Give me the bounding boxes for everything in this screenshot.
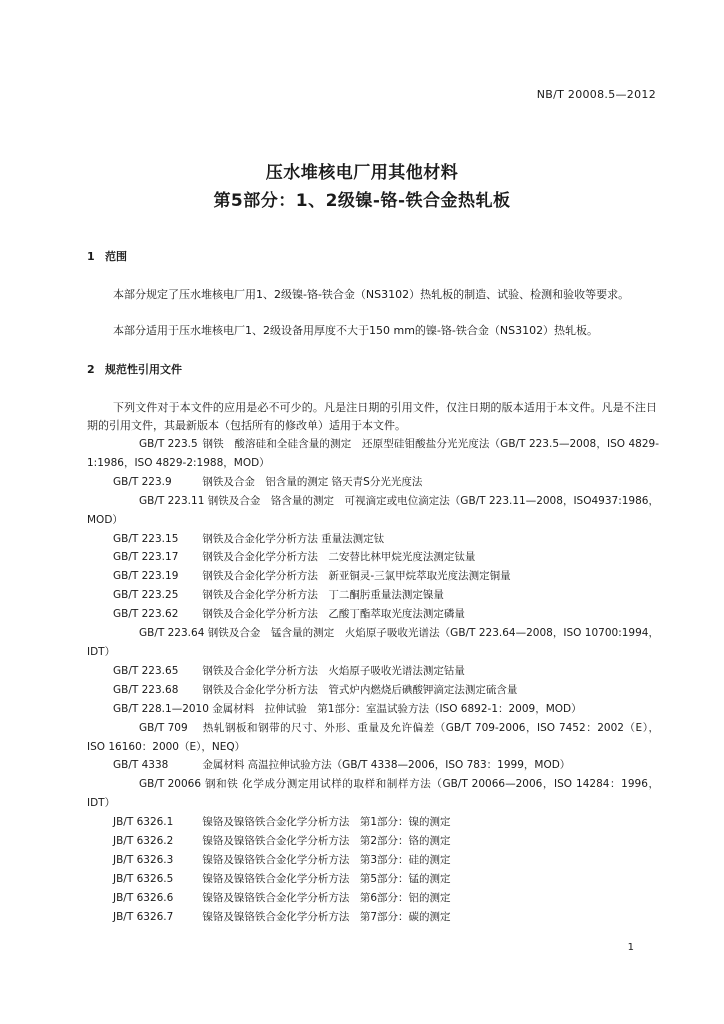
reference-code: JB/T 6326.7 (113, 910, 174, 923)
reference-code: GB/T 223.5 (139, 438, 198, 450)
section-1-paragraph-1: 本部分规定了压水堆核电厂用1、2级镍-铬-铁合金（NS3102）热轧板的制造、试验、检测和验收等要求。 (113, 288, 630, 301)
standard-number: NB/T 20008.5—2012 (536, 88, 656, 101)
reference-title: 镍铬及镍铬铁合金化学分析方法 第6部分：铝的测定 (202, 891, 451, 904)
reference-code: GB/T 223.65 (113, 664, 179, 677)
reference-title: 镍铬及镍铬铁合金化学分析方法 第3部分：硅的测定 (202, 853, 451, 866)
reference-item (87, 813, 659, 832)
reference-title: 镍铬及镍铬铁合金化学分析方法 第2部分：铬的测定 (202, 835, 451, 848)
reference-code: GB/T 709 (139, 721, 188, 734)
reference-item (87, 832, 659, 851)
reference-title: 钢铁及合金化学分析方法 丁二酮肟重量法测定镍量 (202, 589, 444, 602)
section-1-title: 范围 (105, 250, 127, 263)
reference-title: 钢铁及合金化学分析方法 火焰原子吸收光谱法测定钴量 (202, 664, 465, 677)
reference-title: 金属材料 拉伸试验 第1部分：室温试验方法（ISO 6892-1：2009，MOD） (212, 702, 582, 715)
reference-code: GB/T 223.11 (139, 494, 205, 507)
reference-item (87, 530, 659, 549)
section-1-paragraph-2: 本部分适用于压水堆核电厂1、2级设备用厚度不大于150 mm的镍-铬-铁合金（NS3102）热轧板。 (113, 324, 599, 337)
reference-item (87, 605, 659, 624)
reference-item (87, 681, 659, 700)
reference-item (87, 851, 659, 870)
reference-code: GB/T 223.15 (113, 532, 179, 545)
reference-item (87, 492, 659, 530)
reference-code: GB/T 223.62 (113, 608, 179, 621)
reference-item (87, 908, 659, 927)
reference-item (87, 889, 659, 908)
reference-code: GB/T 223.9 (113, 475, 172, 488)
reference-item (87, 756, 659, 775)
reference-item (87, 700, 659, 719)
reference-title: 钢铁及合金 铬含量的测定 可视滴定或电位滴定法（GB/T 223.11—2008，ISO4937:1986，MOD） (87, 494, 659, 526)
reference-list (87, 435, 659, 927)
reference-title: 钢铁及合金化学分析方法 管式炉内燃烧后碘酸钾滴定法测定硫含量 (202, 683, 518, 696)
section-2-number: 2 (87, 363, 95, 376)
reference-title: 钢铁 酸溶硅和全硅含量的测定 还原型硅钼酸盐分光光度法（GB/T 223.5—2008，ISO 4829-1:1986，ISO 4829-2:1988，MOD） (87, 438, 659, 469)
document-title-line1: 压水堆核电厂用其他材料 (265, 163, 459, 183)
section-1-heading (87, 248, 127, 264)
reference-item (87, 567, 659, 586)
section-1-number: 1 (87, 250, 95, 263)
reference-title: 钢铁及合金化学分析方法 二安替比林甲烷光度法测定钛量 (202, 551, 476, 564)
reference-title: 钢和铁 化学成分测定用试样的取样和制样方法（GB/T 20066—2006，ISO 14284：1996，IDT） (87, 778, 660, 810)
reference-item (87, 870, 659, 889)
reference-code: JB/T 6326.5 (113, 872, 174, 885)
section-2-heading (87, 361, 182, 377)
page-number: 1 (627, 942, 634, 953)
reference-title: 钢铁及合金化学分析方法 乙酸丁酯萃取光度法测定磷量 (202, 608, 465, 621)
reference-title: 钢铁及合金 铝含量的测定 铬天青S分光光度法 (202, 475, 423, 488)
section-2-title: 规范性引用文件 (105, 363, 182, 376)
reference-code: GB/T 20066 (139, 778, 202, 791)
reference-title: 镍铬及镍铬铁合金化学分析方法 第1部分：镍的测定 (202, 816, 451, 829)
reference-title: 镍铬及镍铬铁合金化学分析方法 第5部分：锰的测定 (202, 872, 451, 885)
reference-title: 金属材料 高温拉伸试验方法（GB/T 4338—2006，ISO 783：1999，MOD） (202, 759, 571, 772)
reference-code: GB/T 223.19 (113, 570, 179, 583)
reference-item (87, 624, 659, 662)
section-2-intro: 下列文件对于本文件的应用是必不可少的。凡是注日期的引用文件，仅注日期的版本适用于本文件。凡是不注日期的引用文件，其最新版本（包括所有的修改单）适用于本文件。 (87, 401, 657, 432)
reference-item (87, 473, 659, 492)
reference-code: GB/T 223.64 (139, 627, 205, 640)
reference-code: GB/T 223.25 (113, 589, 179, 602)
reference-title: 热轧钢板和钢带的尺寸、外形、重量及允许偏差（GB/T 709-2006，ISO 7452：2002（E），ISO 16160：2000（E），NEQ） (87, 721, 660, 753)
reference-item (87, 662, 659, 681)
reference-code: GB/T 223.17 (113, 551, 179, 564)
reference-code: JB/T 6326.3 (113, 853, 174, 866)
reference-title: 镍铬及镍铬铁合金化学分析方法 第7部分：碳的测定 (202, 910, 451, 923)
reference-code: JB/T 6326.1 (113, 816, 174, 829)
reference-item (87, 719, 659, 757)
reference-item (87, 775, 659, 813)
reference-item (87, 548, 659, 567)
reference-title: 钢铁及合金 锰含量的测定 火焰原子吸收光谱法（GB/T 223.64—2008，ISO 10700:1994，IDT） (87, 627, 659, 658)
reference-item (87, 586, 659, 605)
reference-code: GB/T 228.1—2010 (113, 702, 209, 715)
reference-code: GB/T 4338 (113, 759, 169, 772)
reference-code: GB/T 223.68 (113, 683, 179, 696)
reference-code: JB/T 6326.6 (113, 891, 174, 904)
reference-title: 钢铁及合金化学分析方法 新亚铜灵-三氯甲烷萃取光度法测定铜量 (202, 570, 511, 583)
reference-code: JB/T 6326.2 (113, 835, 174, 848)
reference-title: 钢铁及合金化学分析方法 重量法测定钛 (202, 532, 385, 545)
document-title-line2: 第5部分：1、2级镍-铬-铁合金热轧板 (213, 191, 511, 211)
reference-item (87, 435, 659, 473)
